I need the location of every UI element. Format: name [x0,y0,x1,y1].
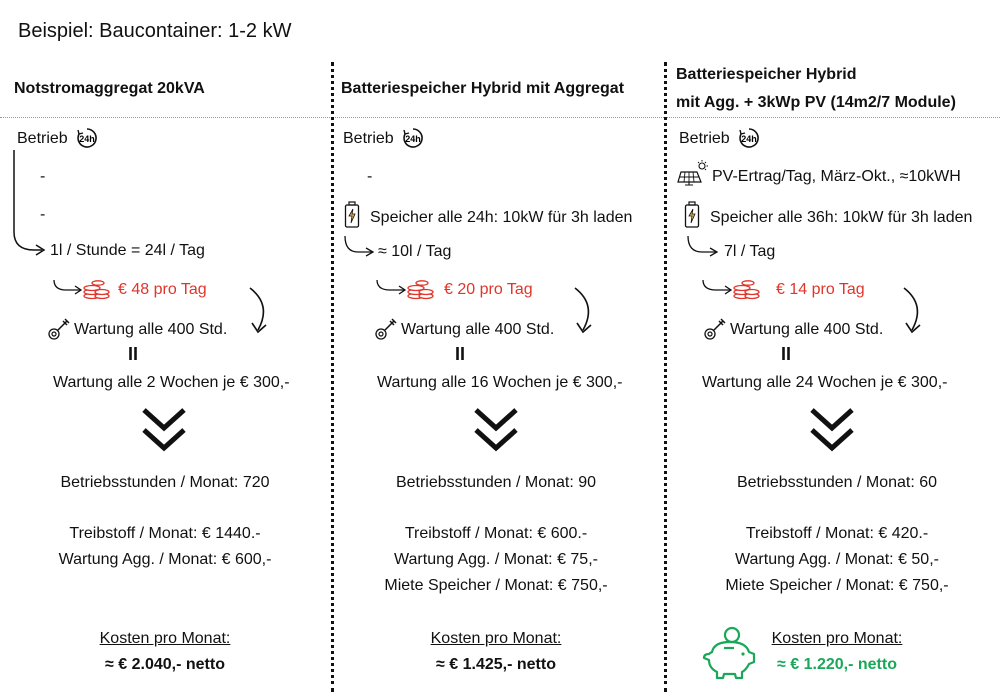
fuel-cost: Treibstoff / Monat: € 1440.- [69,525,261,542]
line1-text: PV-Ertrag/Tag, März-Okt., ≈10kWH [712,168,961,185]
arrow-head [906,323,920,332]
drop-arrow [14,150,42,250]
consumption-text: 7l / Tag [724,243,776,260]
header-divider [0,117,1000,118]
line2-text: Speicher alle 36h: 10kW für 3h laden [710,209,973,226]
piggy-bank-icon [700,624,758,682]
maintenance-cost: Wartung Agg. / Monat: € 600,- [58,551,272,568]
column-divider [664,62,667,692]
curve-arrow [250,288,263,330]
column-header-line1: Batteriespeicher Hybrid [676,66,857,83]
arrow-head [710,248,717,256]
betrieb-label: Betrieb [343,130,394,147]
maintenance-cost: Wartung Agg. / Monat: € 50,- [735,551,939,568]
cost-arrow [54,280,80,290]
coins-icon [82,278,112,300]
cost-label: Kosten pro Monat: [430,630,562,647]
badge-text: 24h [405,134,421,144]
double-chevron-down-icon [476,410,516,448]
cost-per-day: € 14 pro Tag [776,281,865,298]
equals-mark: II [781,344,792,364]
line2-text: - [40,206,46,223]
arrow-head [725,286,731,294]
maintenance-cost: Wartung Agg. / Monat: € 75,- [394,551,598,568]
column-header: Batteriespeicher Hybrid mit Aggregat [341,80,625,97]
cost-total: ≈ € 2.040,- netto [105,656,225,673]
arrow-head [366,248,373,256]
wartung-interval: Wartung alle 16 Wochen je € 300,- [377,374,623,391]
battery-icon [684,201,700,229]
cost-total: ≈ € 1.220,- netto [777,656,897,673]
arrow-head [75,286,81,294]
arrow-head [399,286,405,294]
cost-total: ≈ € 1.425,- netto [436,656,556,673]
cost-arrow [703,280,730,290]
wrench-gear-icon [702,316,728,342]
arrow-head [36,245,44,255]
double-chevron-down-icon [144,410,184,448]
column-divider [331,62,334,692]
cost-label: Kosten pro Monat: [771,630,903,647]
cost-per-day: € 20 pro Tag [444,281,533,298]
wartung-text: Wartung alle 400 Std. [401,321,555,338]
storage-rent: Miete Speicher / Monat: € 750,- [725,577,949,594]
operating-hours: Betriebsstunden / Monat: 60 [736,474,938,491]
betrieb-label: Betrieb [17,130,68,147]
double-chevron-down-icon [812,410,852,448]
consumption-text: 1l / Stunde = 24l / Tag [50,242,205,259]
cost-label: Kosten pro Monat: [99,630,231,647]
coins-icon [406,278,436,300]
column-header: Notstromaggregat 20kVA [14,80,205,97]
wartung-text: Wartung alle 400 Std. [74,321,228,338]
equals-mark: II [455,344,466,364]
fuel-cost: Treibstoff / Monat: € 600.- [404,525,588,542]
badge-text: 24h [79,134,95,144]
consumption-arrow [345,236,372,252]
line1-text: - [367,168,373,185]
betrieb-label: Betrieb [679,130,730,147]
curve-arrow [575,288,588,330]
consumption-arrow [688,236,716,252]
solar-panel-icon [677,160,709,186]
cost-per-day: € 48 pro Tag [118,281,207,298]
line1-text: - [40,168,46,185]
fuel-cost: Treibstoff / Monat: € 420.- [745,525,929,542]
24h-icon [76,127,98,149]
cost-arrow [377,280,404,290]
equals-mark: II [128,344,139,364]
coins-icon [732,278,762,300]
24h-icon [402,127,424,149]
wartung-interval: Wartung alle 2 Wochen je € 300,- [53,374,290,391]
operating-hours: Betriebsstunden / Monat: 90 [395,474,597,491]
page-title: Beispiel: Baucontainer: 1-2 kW [18,20,292,42]
curve-arrow [904,288,917,330]
operating-hours: Betriebsstunden / Monat: 720 [60,474,270,491]
battery-icon [344,201,360,229]
wartung-text: Wartung alle 400 Std. [730,321,884,338]
arrow-head [252,323,266,332]
24h-icon [738,127,760,149]
badge-text: 24h [741,134,757,144]
wrench-gear-icon [46,316,72,342]
wartung-interval: Wartung alle 24 Wochen je € 300,- [702,374,948,391]
arrow-head [577,323,591,332]
line2-text: Speicher alle 24h: 10kW für 3h laden [370,209,633,226]
storage-rent: Miete Speicher / Monat: € 750,- [384,577,608,594]
consumption-text: ≈ 10l / Tag [378,243,452,260]
column-header-line2: mit Agg. + 3kWp PV (14m2/7 Module) [676,94,956,111]
wrench-gear-icon [373,316,399,342]
